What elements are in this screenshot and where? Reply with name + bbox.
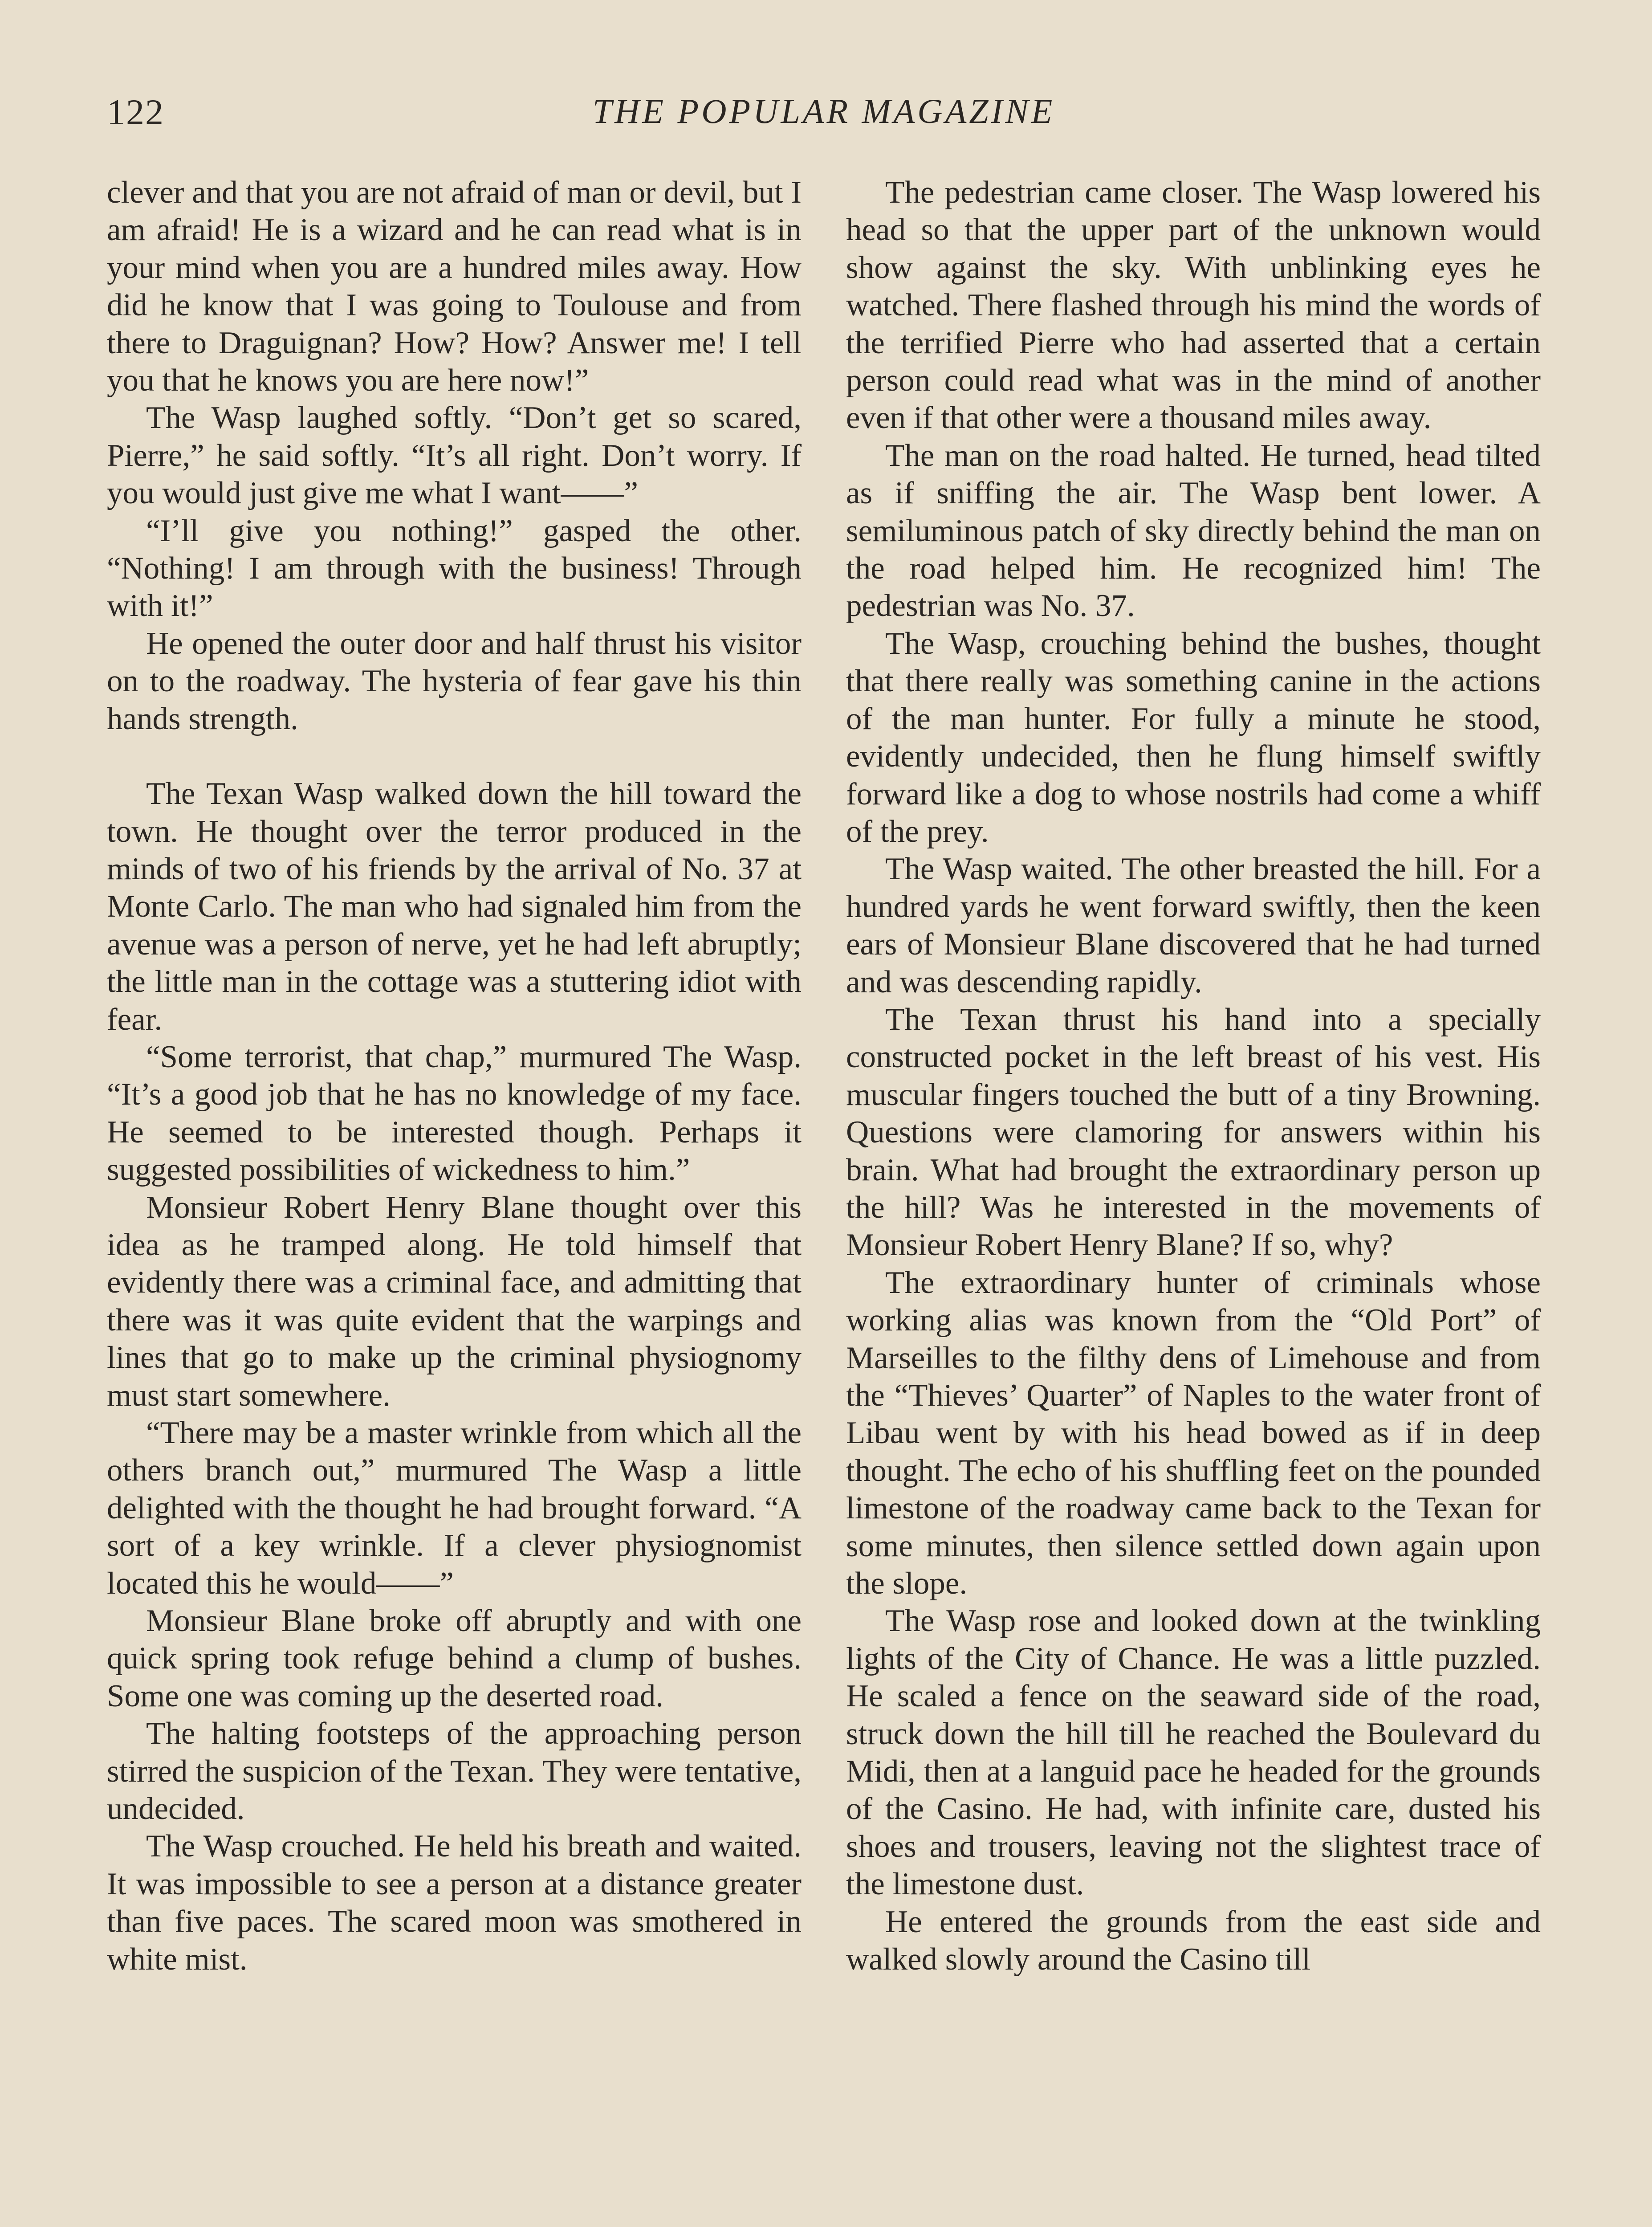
paragraph: The halting footsteps of the approaching person stirred the suspicion of the Texan. They were tentative, undecided.	[107, 1716, 802, 1827]
paragraph: The Wasp waited. The other breasted the hill. For a hundred yards he went forward swiftly, then the keen ears of Monsieur Blane discovered that he had turned and was descending rapidly.	[846, 852, 1541, 999]
paragraph: The extraordinary hunter of criminals whose working alias was known from the “Old Port” of Marseilles to the filthy dens of Limehouse and from the “Thieves’ Quarter” of Naples to the water front of Libau went by with his head bowed as if in deep thought. The echo of his shuffling feet on the pounded limestone of the roadway came back to the Texan for some minutes, then silence settled down again upon the slope.	[846, 1265, 1541, 1601]
paragraph: The Wasp laughed softly. “Don’t get so scared, Pierre,” he said softly. “It’s all right. Don’t worry. If you would just give me what I want——”	[107, 400, 802, 511]
page-header	[107, 91, 1541, 140]
paragraph: The pedestrian came closer. The Wasp lowered his head so that the upper part of the unknown would show against the sky. With unblinking eyes he watched. There flashed through his mind the words of the terrified Pierre who had asserted that a certain person could read what was in the mind of another even if that other were a thousand miles away.	[846, 175, 1541, 436]
left-column	[107, 174, 802, 1978]
paragraph: He opened the outer door and half thrust his visitor on to the roadway. The hysteria of fear gave his thin hands strength.	[107, 626, 802, 736]
paragraph: The Texan Wasp walked down the hill toward the town. He thought over the terror produced in the minds of two of his friends by the arrival of No. 37 at Monte Carlo. The man who had signaled him from the avenue was a person of nerve, yet he had left abruptly; the little man in the cottage was a stuttering idiot with fear.	[107, 776, 802, 1037]
paragraph: The Texan thrust his hand into a specially constructed pocket in the left breast of his vest. His muscular fingers touched the butt of a tiny Browning. Questions were clamoring for answers within his brain. What had brought the extraordinary person up the hill? Was he interested in the movements of Monsieur Robert Henry Blane? If so, why?	[846, 1002, 1541, 1263]
running-title: THE POPULAR MAGAZINE	[592, 92, 1055, 131]
paragraph: The man on the road halted. He turned, head tilted as if sniffing the air. The Wasp bent lower. A semiluminous patch of sky directly behind the man on the road helped him. He recognized him! The pedestrian was No. 37.	[846, 438, 1541, 624]
paragraph: He entered the grounds from the east side and walked slowly around the Casino till	[846, 1904, 1541, 1977]
paragraph: “Some terrorist, that chap,” murmured The Wasp. “It’s a good job that he has no knowledge of my face. He seemed to be interested though. Perhaps it suggested possibilities of wickedness to him.”	[107, 1039, 802, 1187]
paragraph: Monsieur Blane broke off abruptly and with one quick spring took refuge behind a clump of bushes. Some one was coming up the deserted road.	[107, 1603, 802, 1713]
paragraph: The Wasp, crouching behind the bushes, thought that there really was something canine in the actions of the man hunter. For fully a minute he stood, evidently undecided, then he flung himself swiftly forward like a dog to whose nostrils had come a whiff of the prey.	[846, 626, 1541, 849]
right-column	[846, 174, 1541, 1978]
paragraph: Monsieur Robert Henry Blane thought over this idea as he tramped along. He told himself that evidently there was a criminal face, and admitting that there was it was quite evident that the warpings and lines that go to make up the criminal physiognomy must start somewhere.	[107, 1190, 802, 1413]
paragraph: “There may be a master wrinkle from which all the others branch out,” murmured The Wasp a little delighted with the thought he had brought forward. “A sort of a key wrinkle. If a clever physiognomist located this he would——”	[107, 1415, 802, 1601]
page-number: 122	[107, 92, 164, 132]
paragraph: The Wasp crouched. He held his breath and waited. It was impossible to see a person at a distance greater than five paces. The scared moon was smothered in white mist.	[107, 1829, 802, 1977]
paragraph: clever and that you are not afraid of man or devil, but I am afraid! He is a wizard and he can read what is in your mind when you are a hundred miles away. How did he know that I was going to Toulouse and from there to Draguignan? How? How? Answer me! I tell you that he knows you are here now!”	[107, 175, 802, 398]
paragraph: The Wasp rose and looked down at the twinkling lights of the City of Chance. He was a little puzzled. He scaled a fence on the seaward side of the road, struck down the hill till he reached the Boulevard du Midi, then at a languid pace he headed for the grounds of the Casino. He had, with infinite care, dusted his shoes and trousers, leaving not the slightest trace of the limestone dust.	[846, 1603, 1541, 1902]
paragraph: “I’ll give you nothing!” gasped the other. “Nothing! I am through with the business! Through with it!”	[107, 513, 802, 624]
